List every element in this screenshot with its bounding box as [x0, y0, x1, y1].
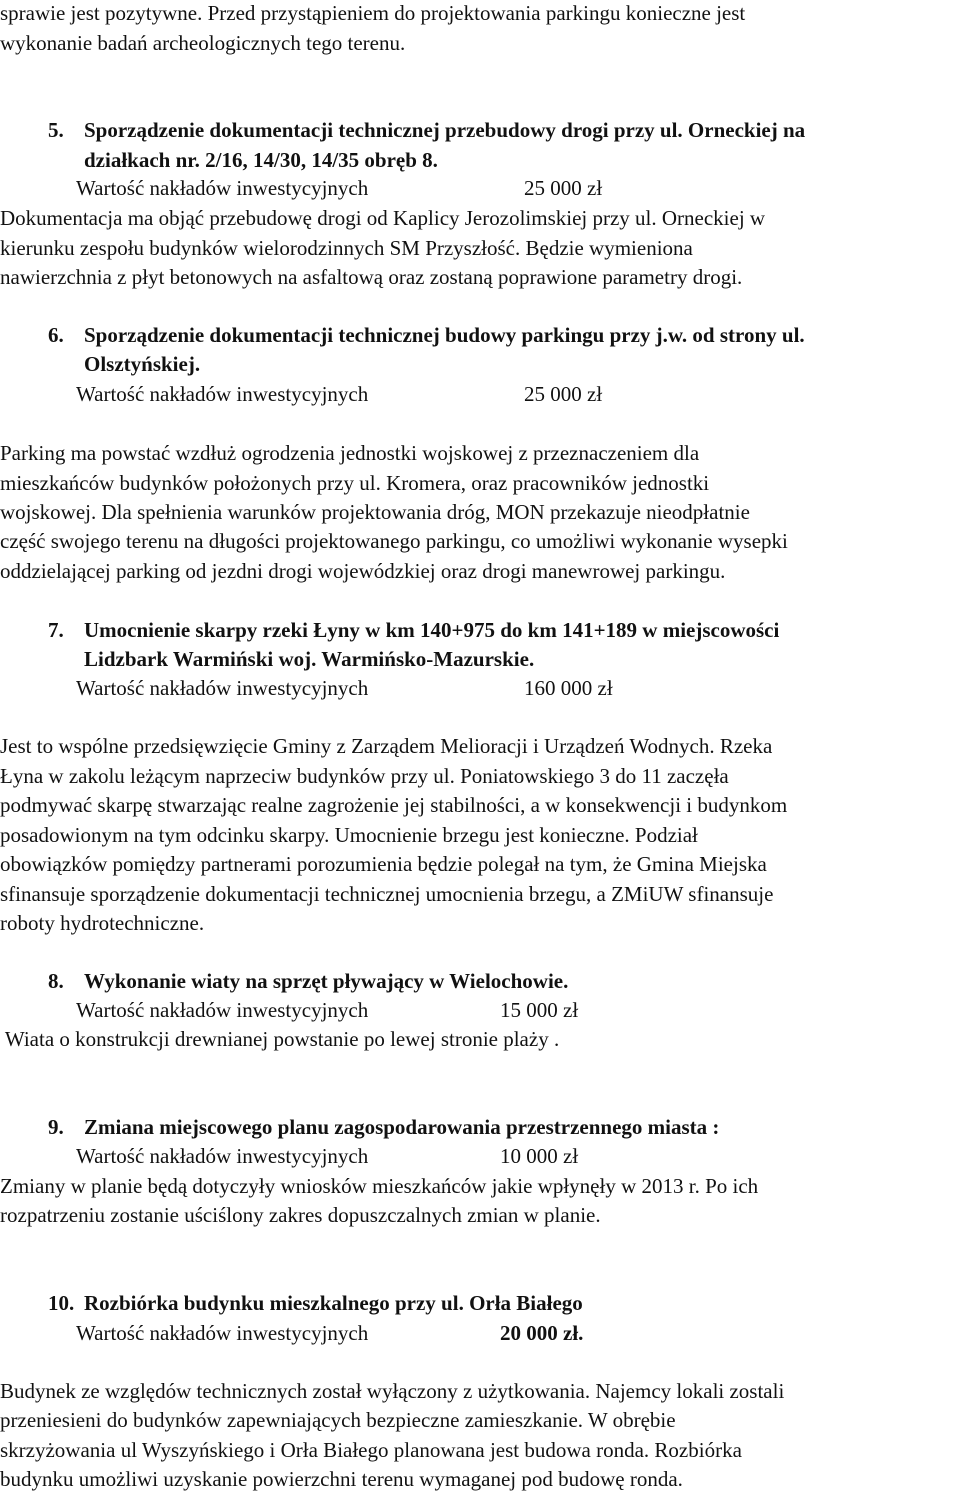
item-7-body-7: roboty hydrotechniczne. [0, 911, 205, 935]
item-7-body-5: obowiązków pomiędzy partnerami porozumienia będzie polegał na tym, że Gmina Miejska [0, 852, 767, 876]
item-6-body-4: część swojego terenu na długości projektowanego parkingu, co umożliwi wykonanie wysepki [0, 529, 788, 553]
intro-line-1: sprawie jest pozytywne. Przed przystąpieniem do projektowania parkingu konieczne jest [0, 1, 746, 25]
item-10-body-2: przeniesieni do budynków zapewniających bezpieczne zamieszkanie. W obrębie [0, 1408, 676, 1432]
item-5-body-2: kierunku zespołu budynków wielorodzinnych SM Przyszłość. Będzie wymieniona [0, 236, 693, 260]
intro-line-2: wykonanie badań archeologicznych tego terenu. [0, 31, 406, 55]
item-8-title-line-1: 8. Wykonanie wiaty na sprzęt pływający w Wielochowie. [48, 969, 569, 993]
item-7-body-6: sfinansuje sporządzenie dokumentacji technicznej umocnienia brzegu, a ZMiUW sfinansuje [0, 882, 774, 906]
item-6-title-line-1: 6. Sporządzenie dokumentacji technicznej budowy parkingu przy j.w. od strony ul. [48, 323, 805, 347]
item-6-title-line-2: Olsztyńskiej. [84, 352, 201, 376]
item-5-body-3: nawierzchnia z płyt betonowych na asfaltową oraz zostaną poprawione parametry drogi. [0, 265, 743, 289]
item-7-body-4: posadowionym na tym odcinku skarpy. Umocnienie brzegu jest konieczne. Podział [0, 823, 698, 847]
item-6-body-2: mieszkańców budynków położonych przy ul. Kromera, oraz pracowników jednostki [0, 471, 710, 495]
item-5-title-line-1: 5. Sporządzenie dokumentacji technicznej przebudowy drogi przy ul. Orneckiej na [48, 118, 806, 142]
item-10-title-line-1: 10. Rozbiórka budynku mieszkalnego przy ul. Orła Białego [48, 1291, 583, 1315]
item-9-body-1: Zmiany w planie będą dotyczyły wniosków mieszkańców jakie wpłynęły w 2013 r. Po ich [0, 1174, 759, 1198]
item-7-body-1: Jest to wspólne przedsięwzięcie Gminy z Zarządem Melioracji i Urządzeń Wodnych. Rzeka [0, 734, 773, 758]
item-9-body-2: rozpatrzeniu zostanie uściślony zakres dopuszczalnych zmian w planie. [0, 1203, 601, 1227]
item-5-body-1: Dokumentacja ma objąć przebudowę drogi od Kaplicy Jerozolimskiej przy ul. Orneckiej w [0, 206, 766, 230]
item-7-body-2: Łyna w zakolu leżącym naprzeciw budynków przy ul. Poniatowskiego 3 do 11 zaczęła [0, 764, 729, 788]
item-7-title-line-1: 7. Umocnienie skarpy rzeki Łyny w km 140+975 do km 141+189 w miejscowości [48, 618, 780, 642]
item-10-body-4: budynku umożliwi uzyskanie powierzchni terenu wymaganej pod budowę ronda. [0, 1467, 683, 1491]
item-7-title-line-2: Lidzbark Warmiński woj. Warmińsko-Mazurskie. [84, 647, 535, 671]
item-8-body-1: Wiata o konstrukcji drewnianej powstanie po lewej stronie plaży . [0, 1027, 560, 1051]
item-6-body-1: Parking ma powstać wzdłuż ogrodzenia jednostki wojskowej z przeznaczeniem dla [0, 441, 700, 465]
item-5-title-line-2: działkach nr. 2/16, 14/30, 14/35 obręb 8. [84, 148, 438, 172]
item-9-title-line-1: 9. Zmiana miejscowego planu zagospodarowania przestrzennego miasta : [48, 1115, 720, 1139]
item-6-body-5: oddzielającej parking od jezdni drogi wojewódzkiej oraz drogi manewrowej parkingu. [0, 559, 726, 583]
item-10-body-1: Budynek ze względów technicznych został wyłączony z użytkowania. Najemcy lokali zostali [0, 1379, 785, 1403]
item-7-body-3: podmywać skarpę stwarzając realne zagrożenie jej stabilności, a w konsekwencji i budynkom [0, 793, 788, 817]
item-10-body-3: skrzyżowania ul Wyszyńskiego i Orła Białego planowana jest budowa ronda. Rozbiórka [0, 1438, 742, 1462]
item-6-body-3: wojskowej. Dla spełnienia warunków projektowania dróg, MON przekazuje nieodpłatnie [0, 500, 750, 524]
